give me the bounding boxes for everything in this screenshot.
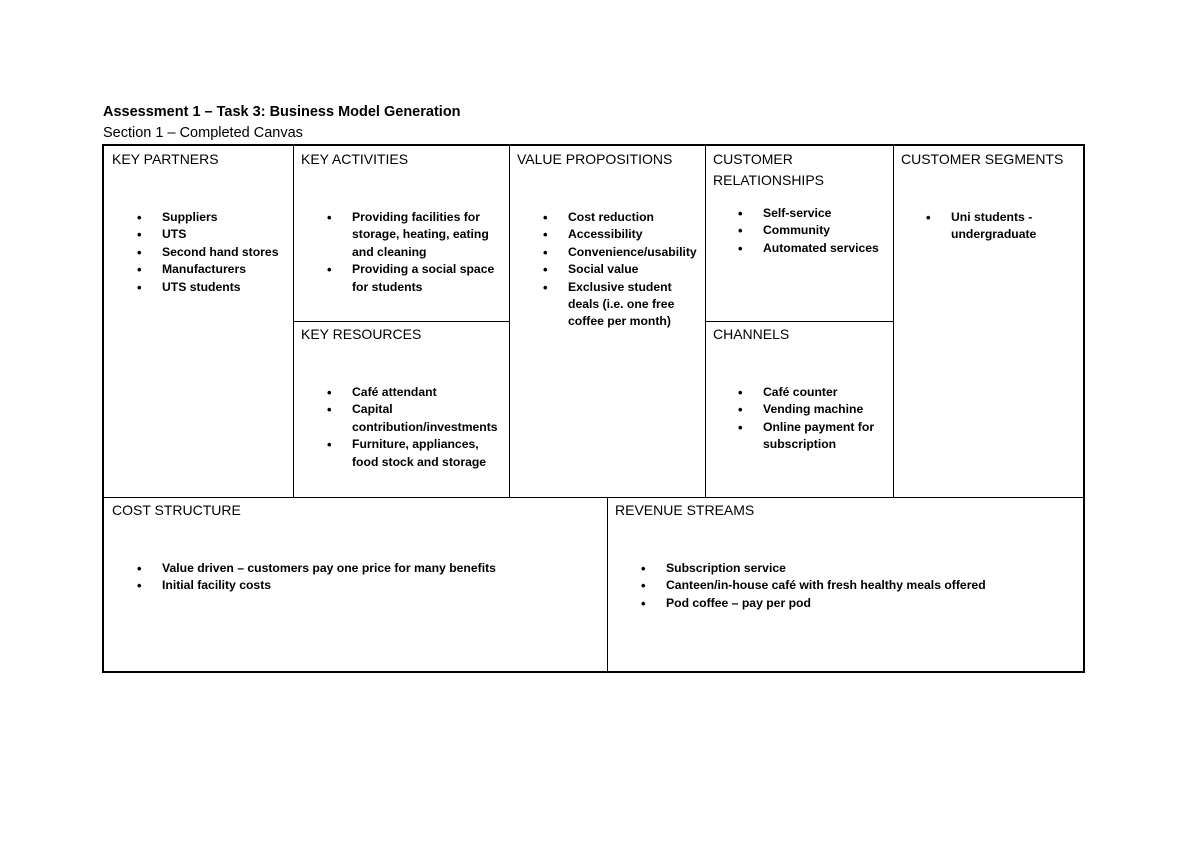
list-item: • UTS <box>134 226 289 243</box>
revenue-streams-list <box>638 560 1078 612</box>
key-partners-heading: KEY PARTNERS <box>112 151 219 167</box>
list-item: • Accessibility <box>540 226 703 243</box>
list-item: • Subscription service <box>638 560 1078 577</box>
list-item: • Café counter <box>735 384 890 401</box>
key-partners-list <box>134 209 289 296</box>
list-item: • Second hand stores <box>134 244 289 261</box>
list-item: • Convenience/usability <box>540 244 703 261</box>
list-item: • Pod coffee – pay per pod <box>638 595 1078 612</box>
list-item: • Online payment for subscription <box>735 419 890 454</box>
cost-structure-cell <box>104 497 607 673</box>
revenue-streams-cell <box>607 497 1085 673</box>
list-item: • Value driven – customers pay one price for many benefits <box>134 560 594 577</box>
channels-heading: CHANNELS <box>713 326 790 342</box>
key-resources-heading: KEY RESOURCES <box>301 326 422 342</box>
list-item: • Cost reduction <box>540 209 703 226</box>
value-propositions-heading: VALUE PROPOSITIONS <box>517 151 673 167</box>
list-item: • Capital contribution/investments <box>324 401 504 436</box>
list-item: • Initial facility costs <box>134 577 594 594</box>
customer-relationships-heading: CUSTOMER RELATIONSHIPS <box>713 151 824 188</box>
list-item: • Exclusive student deals (i.e. one free coffee per month) <box>540 279 703 331</box>
list-item: • Uni students - undergraduate <box>923 209 1063 244</box>
key-resources-cell <box>293 321 509 497</box>
list-item: • Providing a social space for students <box>324 261 504 296</box>
list-item: • Vending machine <box>735 401 890 418</box>
list-item: • Café attendant <box>324 384 504 401</box>
value-propositions-cell <box>509 146 705 497</box>
value-propositions-list <box>540 209 703 331</box>
customer-segments-cell <box>893 146 1085 497</box>
revenue-streams-heading: REVENUE STREAMS <box>615 502 755 518</box>
cost-structure-heading: COST STRUCTURE <box>112 502 241 518</box>
customer-segments-list <box>923 209 1063 244</box>
document-subtitle: Section 1 – Completed Canvas <box>103 125 303 141</box>
list-item: • Providing facilities for storage, heating, eating and cleaning <box>324 209 504 261</box>
key-activities-list <box>324 209 504 296</box>
channels-list <box>735 384 890 454</box>
key-activities-heading: KEY ACTIVITIES <box>301 151 409 167</box>
list-item: • Social value <box>540 261 703 278</box>
key-activities-cell <box>293 146 509 321</box>
list-item: • Self-service <box>735 205 890 222</box>
key-resources-list <box>324 384 504 471</box>
list-item: • Manufacturers <box>134 261 289 278</box>
list-item: • Furniture, appliances, food stock and storage <box>324 436 504 471</box>
customer-segments-heading: CUSTOMER SEGMENTS <box>901 151 1064 167</box>
list-item: • Suppliers <box>134 209 289 226</box>
key-partners-cell <box>104 146 293 497</box>
document-title: Assessment 1 – Task 3: Business Model Generation <box>103 104 461 120</box>
list-item: • Automated services <box>735 240 890 257</box>
list-item: • Community <box>735 222 890 239</box>
channels-cell <box>705 321 893 497</box>
customer-relationships-cell <box>705 146 893 321</box>
list-item: • UTS students <box>134 279 289 296</box>
customer-relationships-list <box>735 205 890 257</box>
business-model-canvas <box>102 144 1085 673</box>
list-item: • Canteen/in-house café with fresh healthy meals offered <box>638 577 1078 594</box>
cost-structure-list <box>134 560 594 595</box>
